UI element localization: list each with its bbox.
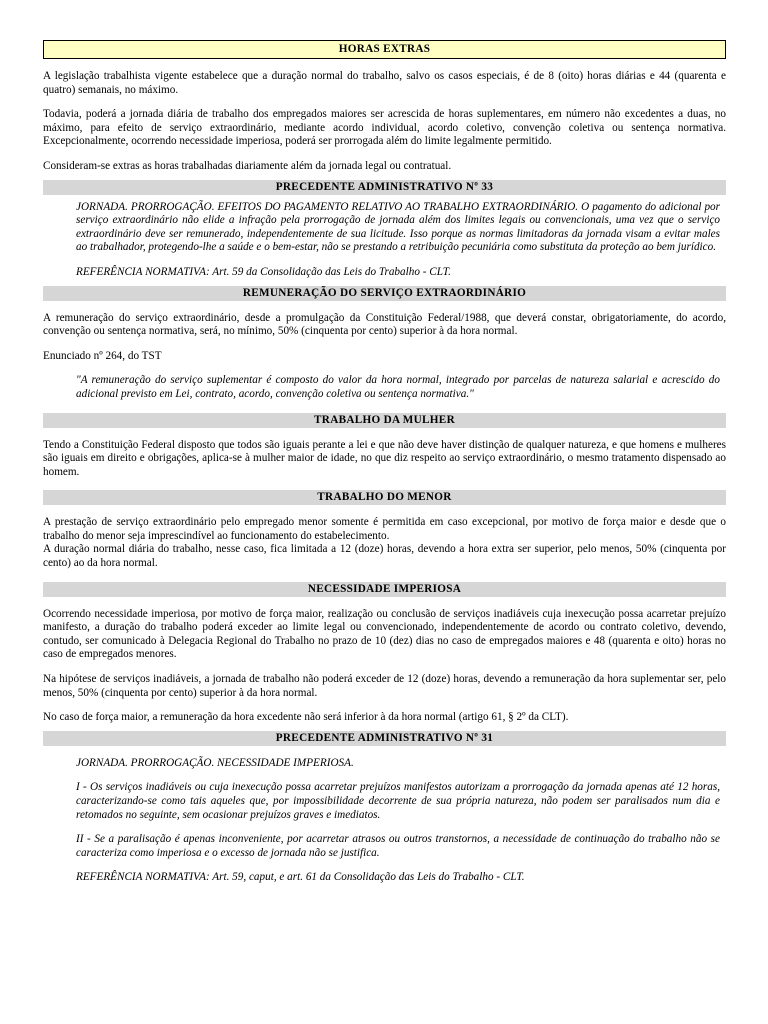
paragraph: Consideram-se extras as horas trabalhadas diariamente além da jornada legal ou contratual. [43, 159, 452, 172]
document-page [43, 40, 726, 885]
quote-paragraph: JORNADA. PRORROGAÇÃO. EFEITOS DO PAGAMENTO RELATIVO AO TRABALHO EXTRAORDINÁRIO. O pagamento do adicional por serviço extraordinário não elide a infração pela prorrogação de jornada além dos limites legais ou convencionais, uma vez que o serviço extraordinário deve ser remunerado, independentemente de sua licitude. Isso porque as normas limitadoras da jornada visam a evitar males ao trabalhador, protegendo-lhe a saúde e o bem-estar, não se prestando a retribuição pecuniária como substituta da proteção ao bem jurídico. [76, 200, 720, 254]
paragraph: Ocorrendo necessidade imperiosa, por motivo de força maior, realização ou conclusão de serviços inadiáveis cuja inexecução possa acarretar prejuízo manifesto, a duração do trabalho poderá exceder ao limite legal ou convencionado, independentemente de acordo ou contrato coletivo, devendo, contudo, ser comunicado à Delegacia Regional do Trabalho no prazo de 10 (dez) dias no caso de empregados maiores e 48 (quarenta e oito) horas no caso de empregados menores. [43, 607, 726, 661]
quote-paragraph: "A remuneração do serviço suplementar é composto do valor da hora normal, integrado por parcelas de natureza salarial e acrescido do adicional previsto em Lei, contrato, acordo, convenção coletiva ou sentença normativa." [76, 374, 720, 400]
section-header-horas-extras: HORAS EXTRAS [43, 40, 726, 59]
quote-paragraph: I - Os serviços inadiáveis ou cuja inexecução possa acarretar prejuízos manifestos autorizam a prorrogação da jornada apenas até 12 horas, caracterizando-se como tais aqueles que, por impossibilidade decorrente de sua própria natureza, não podem ser paralisados num dia e retomados no seguinte, sem ocasionar prejuízos graves e imediatos. [76, 781, 720, 821]
section-header-precedente-31: PRECEDENTE ADMINISTRATIVO Nº 31 [43, 731, 726, 746]
paragraph: A prestação de serviço extraordinário pelo empregado menor somente é permitida em caso excepcional, por motivo de força maior e desde que o trabalho do menor seja imprescindível ao funcionamento do estabelecimento. [43, 516, 726, 542]
paragraph: A remuneração do serviço extraordinário, desde a promulgação da Constituição Federal/1988, que deverá constar, obrigatoriamente, do acordo, convenção ou sentença normativa, será, no mínimo, 50% (cinquenta por cento) superior à da hora normal. [43, 311, 726, 338]
section-header-trabalho-menor: TRABALHO DO MENOR [43, 490, 726, 505]
paragraph: No caso de força maior, a remuneração da hora excedente não será inferior à da hora normal (artigo 61, § 2º da CLT). [43, 711, 569, 724]
quote-paragraph: II - Se a paralisação é apenas inconveniente, por acarretar atrasos ou outros transtornos, a necessidade de continuação do trabalho não se caracteriza como imperiosa e o excesso de jornada não se justifica. [76, 833, 720, 859]
paragraph: Tendo a Constituição Federal disposto que todos são iguais perante a lei e que não deve haver distinção de qualquer natureza, e que homens e mulheres são iguais em direito e obrigações, aplica-se à mulher maior de idade, no que diz respeito ao serviço extraordinário, o mesmo tratamento dispensado ao homem. [43, 438, 726, 478]
paragraph: Enunciado nº 264, do TST [43, 349, 162, 362]
normative-reference: REFERÊNCIA NORMATIVA: Art. 59 da Consolidação das Leis do Trabalho - CLT. [76, 265, 451, 278]
paragraph: A duração normal diária do trabalho, nesse caso, fica limitada a 12 (doze) horas, devendo a hora extra ser superior, pelo menos, 50% (cinquenta por cento) ao da hora normal. [43, 543, 726, 570]
section-header-precedente-33: PRECEDENTE ADMINISTRATIVO Nº 33 [43, 180, 726, 195]
paragraph: Todavia, poderá a jornada diária de trabalho dos empregados maiores ser acrescida de horas suplementares, em número não excedentes a duas, no máximo, para efeito de serviço extraordinário, mediante acordo individual, acordo coletivo, convenção coletiva ou sentença normativa. Excepcionalmente, ocorrendo necessidade imperiosa, poderá ser prorrogada além do limite legalmente permitido. [43, 108, 726, 148]
section-header-remuneracao: REMUNERAÇÃO DO SERVIÇO EXTRAORDINÁRIO [43, 286, 726, 301]
quote-paragraph: JORNADA. PRORROGAÇÃO. NECESSIDADE IMPERIOSA. [76, 756, 354, 769]
paragraph: Na hipótese de serviços inadiáveis, a jornada de trabalho não poderá exceder de 12 (doze) horas, devendo a remuneração da hora suplementar ser, pelo menos, 50% (cinquenta por cento) superior à da hora normal. [43, 673, 726, 699]
section-header-necessidade-imperiosa: NECESSIDADE IMPERIOSA [43, 582, 726, 597]
normative-reference: REFERÊNCIA NORMATIVA: Art. 59, caput, e art. 61 da Consolidação das Leis do Trabalho - CLT. [76, 871, 525, 884]
paragraph: A legislação trabalhista vigente estabelece que a duração normal do trabalho, salvo os casos especiais, é de 8 (oito) horas diárias e 44 (quarenta e quatro) semanais, no máximo. [43, 70, 726, 96]
section-header-trabalho-mulher: TRABALHO DA MULHER [43, 413, 726, 428]
